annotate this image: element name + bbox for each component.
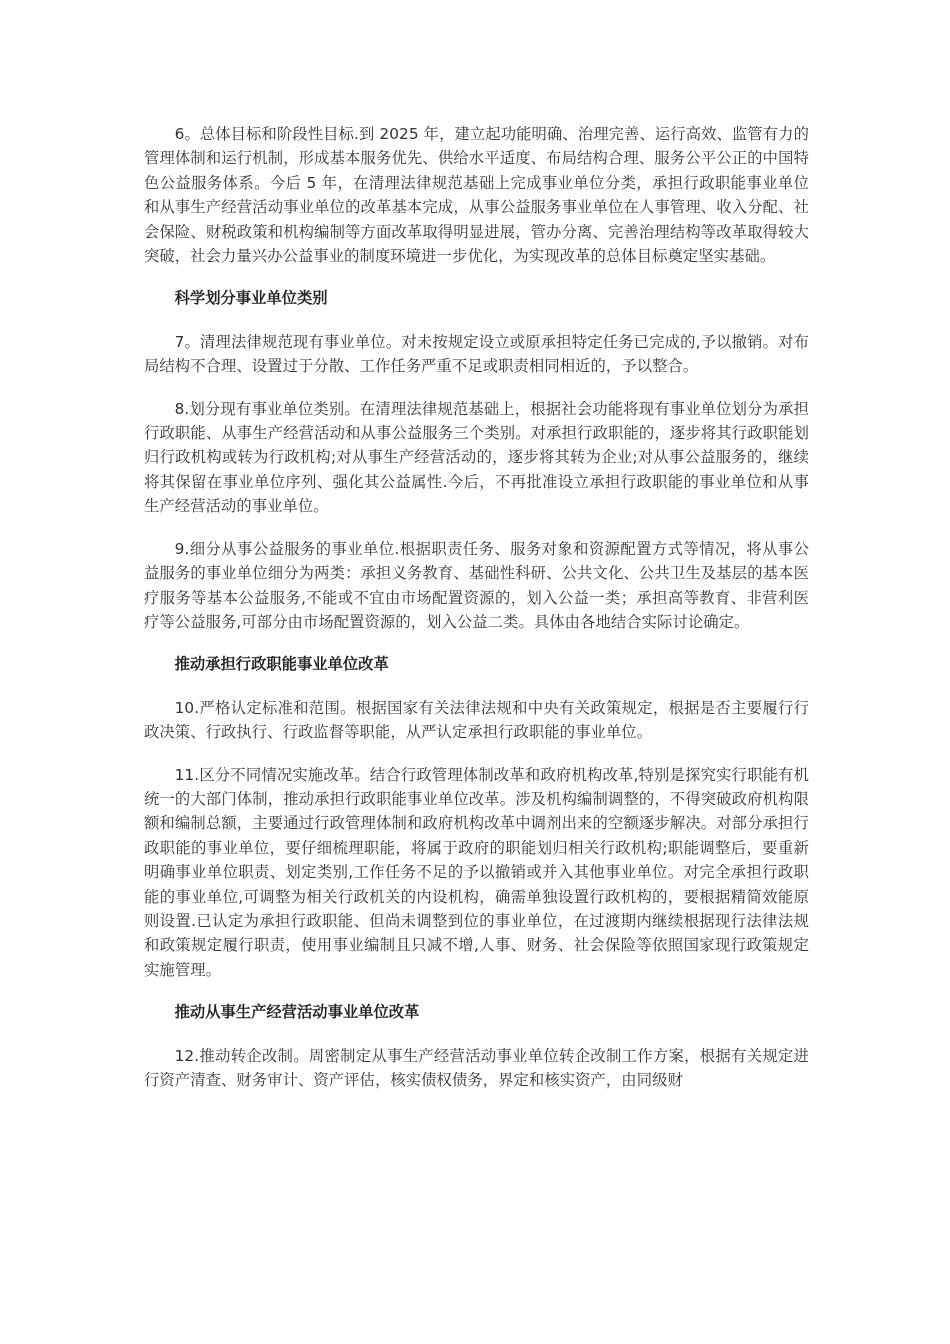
document-body — [144, 122, 809, 1110]
paragraph-11: 11.区分不同情况实施改革。结合行政管理体制改革和政府机构改革,特别是探究实行职能有机统一的大部门体制，推动承担行政职能事业单位改革。涉及机构编制调整的，不得突破政府机构限额和编制总额，主要通过行政管理体制和政府机构改革中调剂出来的空额逐步解决。对部分承担行政职能的事业单位，要仔细梳理职能，将属于政府的职能划归相关行政机构;职能调整后，要重新明确事业单位职责、划定类别,工作任务不足的予以撤销或并入其他事业单位。对完全承担行政职能的事业单位,可调整为相关行政机关的内设机构，确需单独设置行政机构的，要根据精简效能原则设置.已认定为承担行政职能、但尚未调整到位的事业单位，在过渡期内继续根据现行法律法规和政策规定履行职责，使用事业编制且只减不增,人事、财务、社会保险等依照国家现行政策规定实施管理。 — [144, 765, 809, 979]
paragraph-10: 10.严格认定标准和范围。根据国家有关法律法规和中央有关政策规定，根据是否主要履行行政决策、行政执行、行政监督等职能，从严认定承担行政职能的事业单位。 — [144, 698, 809, 742]
paragraph-8: 8.划分现有事业单位类别。在清理法律规范基础上，根据社会功能将现有事业单位划分为承担行政职能、从事生产经营活动和从事公益服务三个类别。对承担行政职能的，逐步将其行政职能划归行政机构或转为行政机构;对从事生产经营活动的，逐步将其转为企业;对从事公益服务的，继续将其保留在事业单位序列、强化其公益属性.今后，不再批准设立承担行政职能的事业单位和从事生产经营活动的事业单位。 — [144, 399, 809, 516]
section-heading-classification: 科学划分事业单位类别 — [174, 289, 328, 308]
paragraph-7: 7。清理法律规范现有事业单位。对未按规定设立或原承担特定任务已完成的,予以撤销。对布局结构不合理、设置过于分散、工作任务严重不足或职责相同相近的，予以整合。 — [144, 332, 809, 376]
paragraph-12: 12.推动转企改制。周密制定从事生产经营活动事业单位转企改制工作方案，根据有关规定进行资产清查、财务审计、资产评估，核实债权债务，界定和核实资产，由同级财 — [144, 1046, 809, 1089]
paragraph-6: 6。总体目标和阶段性目标.到 2025 年，建立起功能明确、治理完善、运行高效、监管有力的管理体制和运行机制，形成基本服务优先、供给水平适度、布局结构合理、服务公平公正的中国特色公益服务体系。今后 5 年，在清理法律规范基础上完成事业单位分类，承担行政职能事业单位和从事生产经营活动事业单位的改革基本完成，从事公益服务事业单位在人事管理、收入分配、社会保险、财税政策和机构编制等方面改革取得明显进展，管办分离、完善治理结构等改革取得较大突破，社会力量兴办公益事业的制度环境进一步优化，为实现改革的总体目标奠定坚实基础。 — [144, 125, 809, 266]
paragraph-9: 9.细分从事公益服务的事业单位.根据职责任务、服务对象和资源配置方式等情况，将从事公益服务的事业单位细分为两类：承担义务教育、基础性科研、公共文化、公共卫生及基层的基本医疗服务等基本公益服务,不能或不宜由市场配置资源的，划入公益一类；承担高等教育、非营利医疗等公益服务,可部分由市场配置资源的，划入公益二类。具体由各地结合实际讨论确定。 — [144, 539, 809, 631]
section-heading-administrative: 推动承担行政职能事业单位改革 — [174, 655, 389, 674]
section-heading-business: 推动从事生产经营活动事业单位改革 — [174, 1003, 420, 1022]
